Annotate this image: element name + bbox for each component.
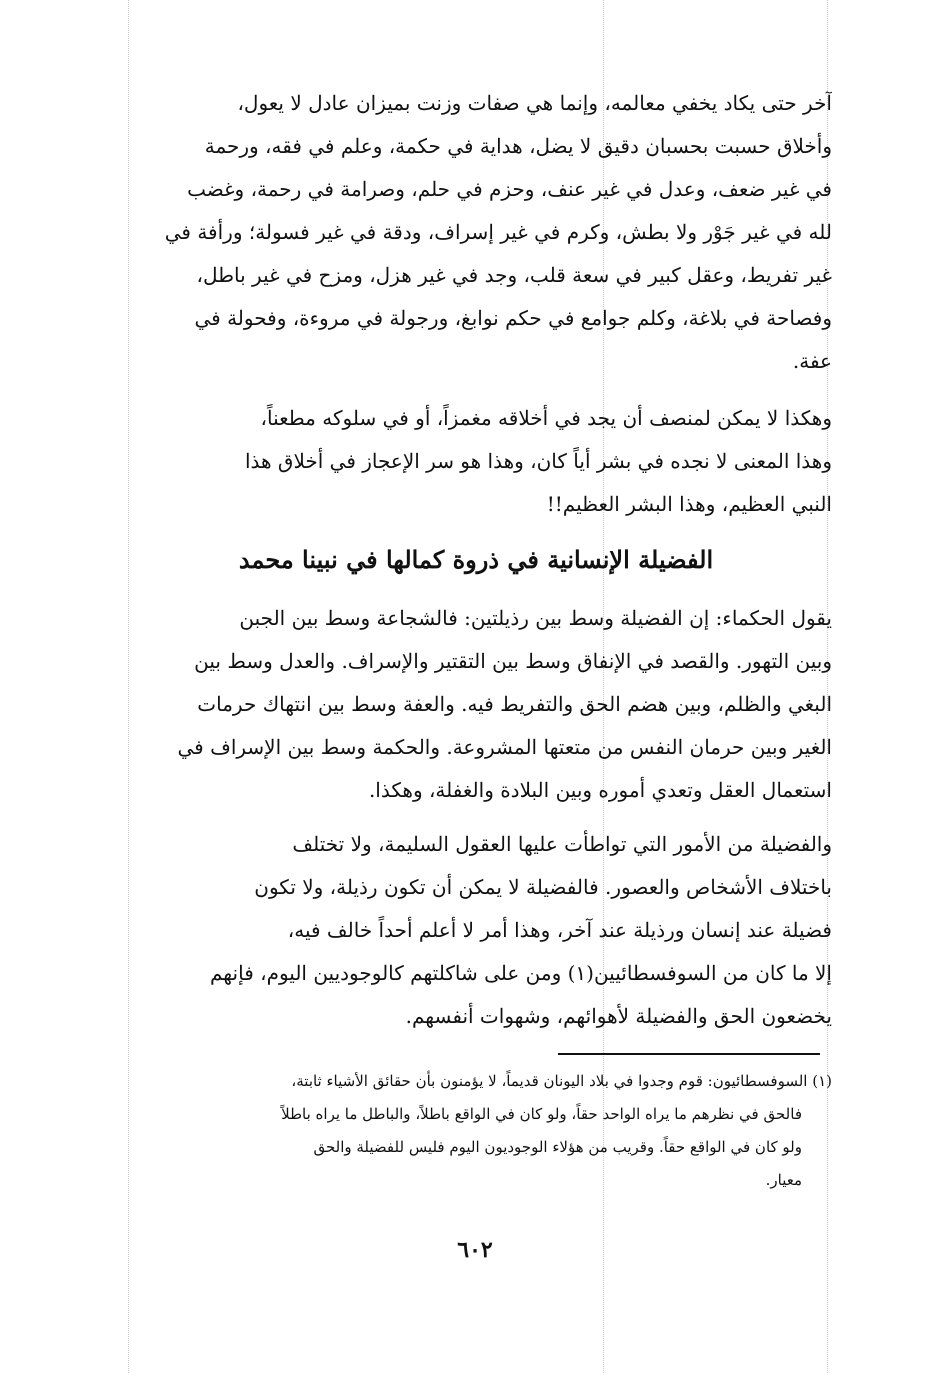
text-line: النبي العظيم، وهذا البشر العظيم!! xyxy=(546,492,832,516)
footnote-separator xyxy=(558,1053,820,1055)
footnote-line: فالحق في نظرهم ما يراه الواحد حقاً، ولو كان في الواقع باطلاً، والباطل ما يراه باطلاً xyxy=(281,1105,802,1123)
text-line: وهذا المعنى لا نجده في بشر أياً كان، وهذا هو سر الإعجاز في أخلاق هذا xyxy=(244,449,832,473)
text-line: الغير وبين حرمان النفس من متعتها المشروعة. والحكمة وسط بين الإسراف في xyxy=(177,735,832,759)
text-line: باختلاف الأشخاص والعصور. فالفضيلة لا يمكن أن تكون رذيلة، ولا تكون xyxy=(254,875,832,899)
text-line: وهكذا لا يمكن لمنصف أن يجد في أخلاقه مغمزاً، أو في سلوكه مطعناً، xyxy=(260,406,832,430)
text-line: وفصاحة في بلاغة، وكلم جوامع في حكم نوابغ، ورجولة في مروءة، وفحولة في xyxy=(194,306,832,330)
paragraph-miracle xyxy=(120,397,832,526)
paragraph-virtues xyxy=(120,82,832,383)
text-line: البغي والظلم، وبين هضم الحق والتفريط فيه. والعفة وسط بين انتهاك حرمات xyxy=(197,692,832,716)
footnote-line: ولو كان في الواقع حقاً. وقريب من هؤلاء الوجوديون اليوم فليس للفضيلة والحق xyxy=(313,1138,802,1156)
text-line: يقول الحكماء: إن الفضيلة وسط بين رذيلتين: فالشجاعة وسط بين الجبن xyxy=(239,606,832,630)
text-line: عفة. xyxy=(792,349,832,373)
footnote-line: معيار. xyxy=(765,1171,802,1189)
text-line: وأخلاق حسبت بحسبان دقيق لا يضل، هداية في حكمة، وعلم في فقه، ورحمة xyxy=(204,134,832,158)
footnote-line: (١) السوفسطائيون: قوم وجدوا في بلاد اليونان قديماً، لا يؤمنون بأن حقائق الأشياء ثابتة، xyxy=(291,1072,832,1090)
section-heading: الفضيلة الإنسانية في ذروة كمالها في نبينا محمد xyxy=(238,545,714,574)
text-line: فضيلة عند إنسان ورذيلة عند آخر، وهذا أمر لا أعلم أحداً خالف فيه، xyxy=(287,918,832,942)
text-line: يخضعون الحق والفضيلة لأهوائهم، وشهوات أنفسهم. xyxy=(405,1004,832,1028)
text-line: استعمال العقل وتعدي أموره وبين البلادة والغفلة، وهكذا. xyxy=(368,778,832,802)
text-line: آخر حتى يكاد يخفي معالمه، وإنما هي صفات وزنت بميزان عادل لا يعول، xyxy=(237,91,832,115)
text-line: غير تفريط، وعقل كبير في سعة قلب، وجد في غير هزل، ومزح في غير باطل، xyxy=(196,263,832,287)
footnote xyxy=(120,1065,832,1197)
text-line: في غير ضعف، وعدل في غير عنف، وحزم في حلم، وصرامة في رحمة، وغضب xyxy=(187,177,832,201)
text-line: والفضيلة من الأمور التي تواطأت عليها العقول السليمة، ولا تختلف xyxy=(292,832,832,856)
paragraph-universal-virtue xyxy=(120,823,832,1038)
text-line: إلا ما كان من السوفسطائيين(١) ومن على شاكلتهم كالوجوديين اليوم، فإنهم xyxy=(210,961,832,985)
text-line: وبين التهور. والقصد في الإنفاق وسط بين التقتير والإسراف. والعدل وسط بين xyxy=(194,649,832,673)
paragraph-golden-mean xyxy=(120,597,832,812)
page-number: ٦٠٢ xyxy=(457,1237,493,1263)
text-line: لله في غير جَوْر ولا بطش، وكرم في غير إسراف، ودقة في غير فسولة؛ ورأفة في xyxy=(164,220,832,244)
